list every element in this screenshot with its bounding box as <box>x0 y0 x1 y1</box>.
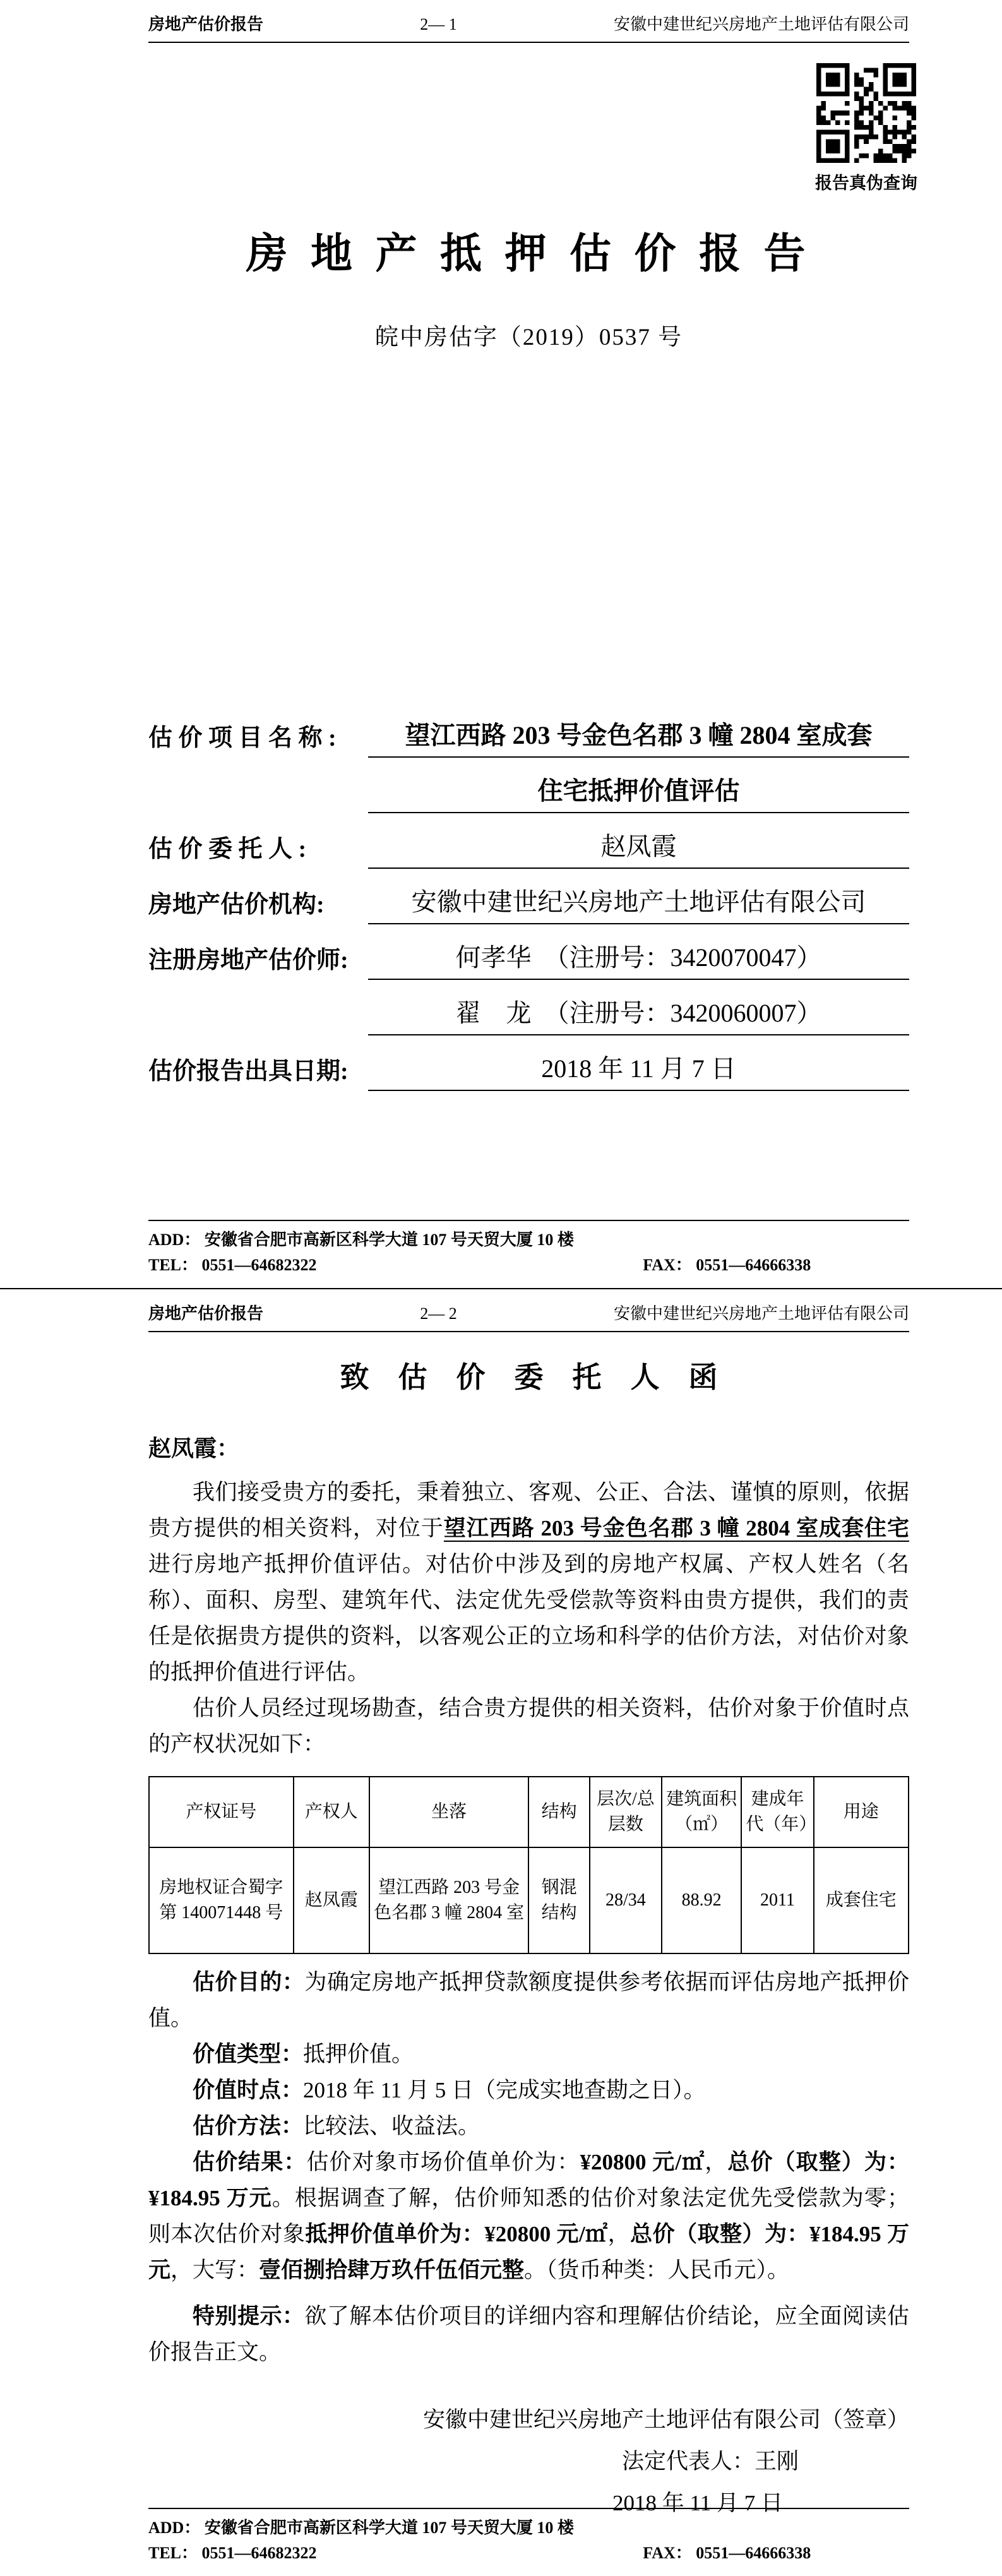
value-type-paragraph <box>148 2036 909 2072</box>
field-appraiser-1 <box>148 924 909 980</box>
page1-running-header <box>148 0 909 43</box>
field-value-project-line2: 住宅抵押价值评估 <box>368 771 909 813</box>
header-company-name: 安徽中建世纪兴房地产土地评估有限公司 <box>613 15 909 33</box>
field-report-date <box>148 1035 909 1091</box>
text-segment: ， <box>705 2150 728 2174</box>
method-label: 估价方法： <box>193 2114 304 2138</box>
header-page-number: 2— 2 <box>420 1304 457 1323</box>
cell-structure: 钢混结构 <box>528 1847 589 1953</box>
notice-label: 特别提示： <box>193 2304 305 2329</box>
text-segment: 抵押价值。 <box>303 2042 414 2066</box>
text-segment: 估价对象市场价值单价为： <box>306 2150 580 2174</box>
purpose-paragraph <box>148 1964 909 2036</box>
col-header-owner: 产权人 <box>294 1777 369 1847</box>
field-project-name <box>148 702 909 758</box>
text-segment: 2018 年 11 月 5 日（完成实地查勘之日）。 <box>303 2078 706 2102</box>
text-segment: ， <box>607 2222 631 2246</box>
page1-running-footer <box>148 1220 909 1278</box>
text-segment: 比较法、收益法。 <box>303 2114 480 2138</box>
col-header-use: 用途 <box>814 1777 909 1847</box>
header-company-name: 安徽中建世纪兴房地产土地评估有限公司 <box>613 1304 909 1323</box>
method-paragraph <box>148 2108 909 2144</box>
value-date-paragraph <box>148 2072 909 2108</box>
table-header-row <box>149 1777 909 1847</box>
qr-caption: 报告真伪查询 <box>815 174 917 193</box>
letter-paragraph-2: 估价人员经过现场勘查，结合贵方提供的相关资料，估价对象于价值时点的产权状况如下： <box>148 1696 909 1756</box>
footer-contacts <box>148 2541 909 2566</box>
col-header-area: 建筑面积（㎡） <box>662 1777 741 1847</box>
signature-block <box>148 2399 909 2524</box>
letter-title: 致 估 价 委 托 人 函 <box>340 1361 718 1393</box>
page-2 <box>0 1288 1002 2576</box>
letter-salutation: 赵凤霞： <box>148 1436 240 1461</box>
cell-year: 2011 <box>741 1847 813 1953</box>
field-value-appraiser-1: 何孝华 （注册号：3420070047） <box>368 938 909 980</box>
signature-date: 2018 年 11 月 7 日 <box>612 2491 783 2515</box>
footer-fax: FAX： 0551—64666338 <box>643 1256 811 1274</box>
cover-fields <box>148 702 909 1091</box>
text-segment: 。根据调查了解，估价师知悉的估价对象法定优先受偿款为零；则本次估价对象 <box>148 2186 909 2246</box>
col-header-structure: 结构 <box>528 1777 589 1847</box>
page2-running-header <box>148 1289 909 1332</box>
field-label-spacer <box>148 808 368 813</box>
purpose-label: 估价目的： <box>193 1970 305 1995</box>
table-row <box>149 1847 909 1953</box>
signature-company: 安徽中建世纪兴房地产土地评估有限公司（签章） <box>422 2407 909 2432</box>
notice-paragraph <box>148 2298 909 2370</box>
header-page-number: 2— 1 <box>420 15 457 33</box>
result-total-price: 总价（取整）为：¥184.95 万元 <box>148 2150 909 2210</box>
qr-code <box>816 63 916 163</box>
document-number: 皖中房估字（2019）0537 号 <box>374 325 683 350</box>
property-name-highlight: 望江西路 203 号金色名郡 3 幢 2804 室成套住宅 <box>443 1516 909 1541</box>
footer-tel: TEL： 0551—64682322 <box>148 1256 317 1274</box>
value-type-label: 价值类型： <box>193 2042 304 2066</box>
footer-tel: TEL： 0551—64682322 <box>148 2544 317 2562</box>
field-appraiser-2 <box>148 980 909 1035</box>
result-paragraph <box>148 2144 909 2288</box>
mortgage-total-price: 总价（取整）为：¥184.95 万元 <box>148 2222 909 2282</box>
header-report-type: 房地产估价报告 <box>148 1304 264 1323</box>
footer-fax: FAX： 0551—64666338 <box>643 2544 811 2562</box>
field-value-agency: 安徽中建世纪兴房地产土地评估有限公司 <box>368 882 909 924</box>
cell-floor: 28/34 <box>590 1847 662 1953</box>
field-value-client: 赵凤霞 <box>368 826 909 869</box>
field-agency <box>148 869 909 924</box>
page2-running-footer <box>148 2508 909 2566</box>
field-label-appraiser: 注册房地产估价师: <box>148 947 349 974</box>
field-value-report-date: 2018 年 11 月 7 日 <box>368 1049 909 1091</box>
cell-certificate: 房地权证合蜀字第 140071448 号 <box>149 1847 294 1953</box>
col-header-year: 建成年代（年） <box>741 1777 813 1847</box>
field-label-spacer <box>148 1030 368 1035</box>
field-value-appraiser-2: 翟 龙 （注册号：3420060007） <box>368 993 909 1035</box>
result-label: 估价结果： <box>193 2150 307 2174</box>
mortgage-unit-price: 抵押价值单价为：¥20800 元/㎡ <box>305 2222 608 2246</box>
cell-owner: 赵凤霞 <box>294 1847 369 1953</box>
field-label-agency: 房地产估价机构: <box>148 891 325 918</box>
footer-address: ADD： 安徽省合肥市高新区科学大道 107 号天贸大厦 10 楼 <box>148 2519 574 2537</box>
field-project-name-continued <box>148 758 909 813</box>
text-segment: 我们接受贵方的委托，秉着独立、客观、公正、合法、谨慎的原则，依据贵方提供的相关资料，对位于 <box>148 1480 909 1541</box>
text-segment: 为确定房地产抵押贷款额度提供参考依据而评估房地产抵押价值。 <box>148 1970 909 2030</box>
letter-paragraph-1 <box>148 1474 909 1690</box>
signature-representative: 法定代表人：王刚 <box>621 2449 799 2474</box>
field-value-project-line1: 望江西路 203 号金色名郡 3 幢 2804 室成套 <box>368 715 909 758</box>
value-date-label: 价值时点： <box>193 2078 304 2102</box>
col-header-floor: 层次/总层数 <box>590 1777 662 1847</box>
field-label-project: 估 价 项 目 名 称 : <box>148 725 337 751</box>
cell-location: 望江西路 203 号金色名郡 3 幢 2804 室 <box>369 1847 529 1953</box>
qr-block <box>813 63 920 194</box>
footer-contacts <box>148 1253 909 1278</box>
col-header-certificate: 产权证号 <box>149 1777 294 1847</box>
report-title: 房 地 产 抵 押 估 价 报 告 <box>246 231 812 277</box>
col-header-location: 坐落 <box>369 1777 529 1847</box>
text-segment: 欲了解本估价项目的详细内容和理解估价结论，应全面阅读估价报告正文。 <box>148 2304 909 2364</box>
property-table <box>148 1776 909 1954</box>
amount-in-words: 壹佰捌拾肆万玖仟伍佰元整 <box>259 2258 525 2282</box>
field-client <box>148 813 909 869</box>
text-segment: 。（货币种类：人民币元）。 <box>524 2258 790 2282</box>
cell-use: 成套住宅 <box>814 1847 909 1953</box>
footer-address: ADD： 安徽省合肥市高新区科学大道 107 号天贸大厦 10 楼 <box>148 1231 574 1249</box>
header-report-type: 房地产估价报告 <box>148 15 264 33</box>
cell-area: 88.92 <box>662 1847 741 1953</box>
field-label-report-date: 估价报告出具日期: <box>148 1058 349 1085</box>
result-unit-price: ¥20800 元/㎡ <box>580 2150 705 2174</box>
text-segment: 进行房地产抵押价值评估。对估价中涉及到的房地产权属、产权人姓名（名称）、面积、房型、建筑年代、法定优先受偿款等资料由贵方提供，我们的责任是依据贵方提供的资料，以客观公正的立场和科学的估价方法，对估价对象的抵押价值进行评估。 <box>148 1552 909 1685</box>
field-label-client: 估 价 委 托 人 : <box>148 836 307 862</box>
text-segment: ，大写： <box>170 2258 259 2282</box>
